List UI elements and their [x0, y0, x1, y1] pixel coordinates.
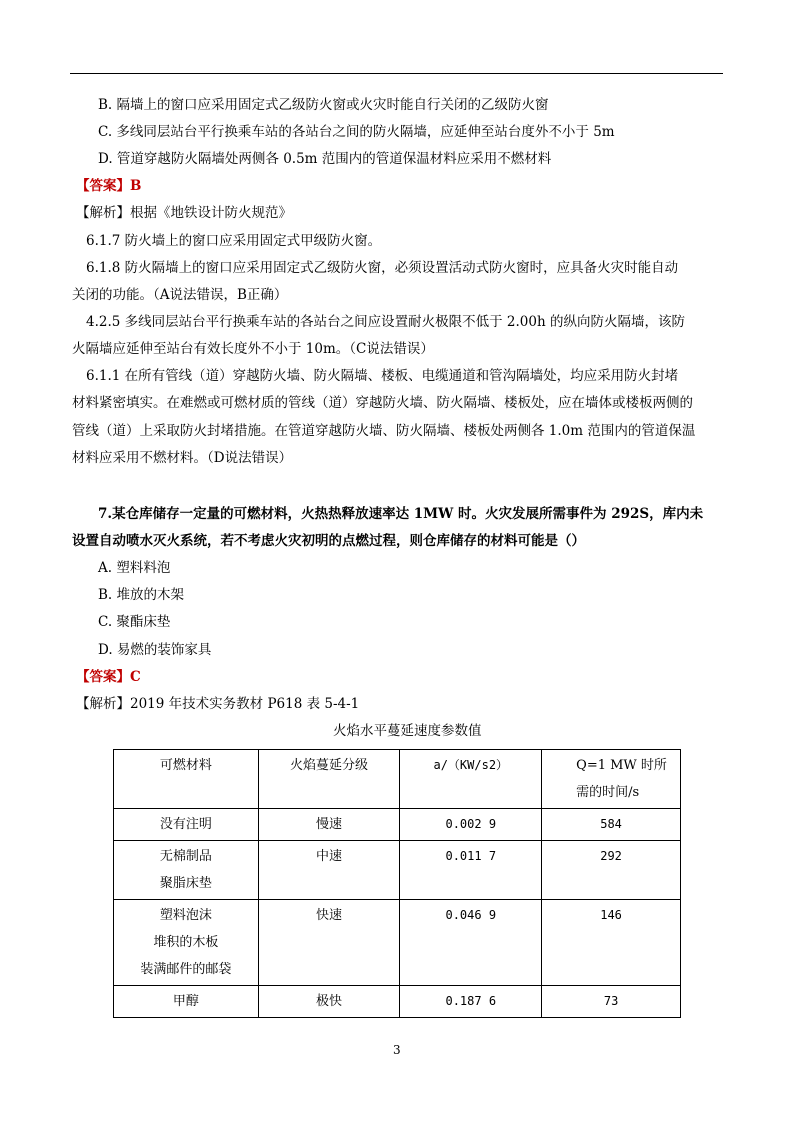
time-value: 73	[603, 994, 619, 1008]
time-cell	[542, 841, 681, 900]
material-cell	[114, 986, 259, 1018]
analysis-7: 【解析】2019 年技术实务教材 P618 表 5-4-1	[76, 696, 360, 712]
answer-7	[76, 668, 141, 686]
table-row	[114, 809, 681, 841]
material-name: 甲醇	[172, 994, 199, 1009]
analysis-line: 材料紧密填实。在难燃或可燃材质的管线（道）穿越防火墙、防火隔墙、楼板处，应在墙体或楼板两侧的	[72, 395, 693, 411]
analysis-line: 材料应采用不燃材料。（D说法错误）	[72, 450, 293, 466]
time-cell	[542, 900, 681, 986]
header-cell: a/（KW/s2）	[400, 750, 542, 809]
grade-cell	[258, 841, 400, 900]
analysis-intro: 【解析】根据《地铁设计防火规范》	[76, 205, 292, 221]
answer-value: B	[130, 178, 142, 194]
question-7-line: 设置自动喷水灭火系统，若不考虑火灾初明的点燃过程，则仓库储存的材料可能是（）	[72, 533, 585, 549]
alpha-value: 0.011 7	[445, 849, 497, 863]
analysis-line: 6.1.8 防火隔墙上的窗口应采用固定式乙级防火窗，必须设置活动式防火窗时，应具备火灾时能自动	[86, 260, 679, 276]
option-b: B. 隔墙上的窗口应采用固定式乙级防火窗或火灾时能自行关闭的乙级防火窗	[98, 97, 549, 113]
material-name: 装满邮件的邮袋	[140, 962, 232, 977]
alpha-value: 0.046 9	[445, 908, 497, 922]
grade: 慢速	[316, 817, 343, 832]
material-name: 聚脂床垫	[159, 876, 212, 891]
flame-spread-table	[113, 749, 681, 1018]
header-cell: 火焰蔓延分级	[258, 750, 400, 809]
time-value: 584	[600, 817, 622, 831]
material-name: 无棉制品	[159, 849, 212, 864]
alpha-value: 0.002 9	[445, 817, 497, 831]
time-value: 292	[600, 849, 622, 863]
grade: 中速	[316, 849, 343, 864]
material-name: 堆积的木板	[153, 935, 219, 950]
option-b: B. 堆放的木架	[98, 587, 185, 603]
table-row	[114, 841, 681, 900]
option-d: D. 易燃的装饰家具	[98, 642, 212, 658]
table-row	[114, 986, 681, 1018]
alpha-value: 0.187 6	[445, 994, 497, 1008]
alpha-cell	[400, 809, 542, 841]
grade: 极快	[316, 994, 343, 1009]
analysis-line: 火隔墙应延伸至站台有效长度外不小于 10m。（C说法错误）	[72, 341, 434, 357]
time-cell	[542, 809, 681, 841]
alpha-cell	[400, 900, 542, 986]
alpha-cell	[400, 986, 542, 1018]
answer-value: C	[130, 669, 141, 685]
table-title: 火焰水平蔓延速度参数值	[333, 723, 482, 739]
answer-label: 【答案】	[76, 178, 130, 194]
header-cell: Q=1 MW 时所需的时间/s	[542, 750, 681, 809]
option-c: C. 聚酯床垫	[98, 614, 171, 630]
material-cell	[114, 900, 259, 986]
page-number: 3	[393, 1043, 401, 1057]
grade-cell	[258, 900, 400, 986]
answer-label: 【答案】	[76, 669, 130, 685]
answer-6	[76, 177, 141, 195]
time-value: 146	[600, 908, 622, 922]
option-a: A. 塑料料泡	[98, 560, 171, 576]
option-d: D. 管道穿越防火隔墙处两侧各 0.5m 范围内的管道保温材料应采用不燃材料	[98, 151, 552, 167]
analysis-line: 6.1.7 防火墙上的窗口应采用固定式甲级防火窗。	[86, 233, 382, 249]
grade-cell	[258, 986, 400, 1018]
alpha-cell	[400, 841, 542, 900]
analysis-line: 管线（道）上采取防火封堵措施。在管道穿越防火墙、防火隔墙、楼板处两侧各 1.0m 范围内的管道保温	[72, 423, 696, 439]
material-cell	[114, 841, 259, 900]
table-row	[114, 900, 681, 986]
grade: 快速	[316, 908, 343, 923]
option-c: C. 多线同层站台平行换乘车站的各站台之间的防火隔墙，应延伸至站台度外不小于 5m	[98, 124, 615, 140]
analysis-line: 关闭的功能。（A说法错误，B正确）	[72, 287, 288, 303]
time-cell	[542, 986, 681, 1018]
material-name: 塑料泡沫	[159, 908, 212, 923]
table-header-row	[114, 750, 681, 809]
header-rule	[70, 73, 723, 74]
header-cell: 可燃材料	[114, 750, 259, 809]
analysis-line: 4.2.5 多线同层站台平行换乘车站的各站台之间应设置耐火极限不低于 2.00h 的纵向防火隔墙，该防	[86, 314, 685, 330]
material-name: 没有注明	[159, 817, 212, 832]
analysis-line: 6.1.1 在所有管线（道）穿越防火墙、防火隔墙、楼板、电缆通道和管沟隔墙处，均应采用防火封堵	[86, 368, 679, 384]
question-7-line: 7.某仓库储存一定量的可燃材料，火热热释放速率达 1MW 时。火灾发展所需事件为 292S，库内未	[98, 506, 704, 522]
grade-cell	[258, 809, 400, 841]
material-cell	[114, 809, 259, 841]
